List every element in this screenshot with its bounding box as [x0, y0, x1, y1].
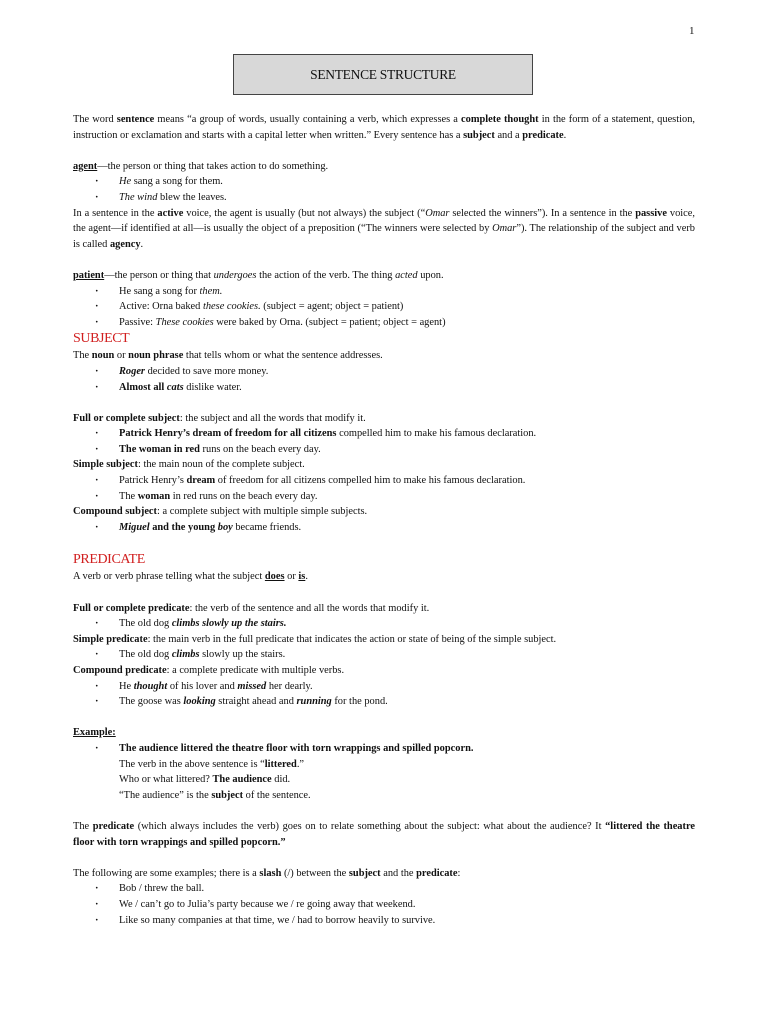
simple-predicate-definition: Simple predicate: the main verb in the full predicate that indicates the action or state of being of the simple subject. [73, 633, 557, 645]
subject-heading: SUBJECT [73, 331, 130, 347]
list-item: · Bob / threw the ball. [73, 881, 695, 897]
list-item: · Like so many companies at that time, we / had to borrow heavily to survive. [73, 913, 695, 929]
simple-subject-definition: Simple subject: the main noun of the complete subject. [73, 459, 305, 471]
full-subject-definition: Full or complete subject: the subject and all the words that modify it. [73, 412, 366, 424]
list-item: · He thought of his lover and missed her dearly. [73, 679, 695, 695]
agent-definition: agent—the person or thing that takes action to do something. [73, 160, 329, 172]
list-item: · The wind blew the leaves. [73, 190, 695, 206]
list-item: · He sang a song for them. [73, 174, 695, 190]
list-item: · Patrick Henry’s dream of freedom for all citizens compelled him to make his famous declaration. [73, 426, 695, 442]
compound-predicate-definition: Compound predicate: a complete predicate with multiple verbs. [73, 665, 345, 676]
predicate-heading: PREDICATE [73, 552, 145, 568]
list-item: · The audience littered the theatre floor with torn wrappings and spilled popcorn. [73, 741, 695, 757]
example-line: “The audience” is the subject of the sentence. [119, 789, 311, 801]
example-line: Who or what littered? The audience did. [119, 774, 291, 786]
list-item: · The old dog climbs slowly up the stairs. [73, 616, 695, 632]
intro-paragraph: The word sentence means “a group of words, usually containing a verb, which expresses a complete thought in the form of a statement, question, instruction or exclamation and starts with a capital letter when written.” Every sentence has a subject and a predicate. [73, 114, 695, 141]
list-item: · The woman in red runs on the beach every day. [73, 489, 695, 505]
example-line: The verb in the above sentence is “littered.” [119, 758, 305, 770]
agent-paragraph: In a sentence in the active voice, the agent is usually (but not always) the subject (“Omar selected the winners”). In a sentence in the passive voice, the agent—if identified at all—is usually the object of a preposition (“The winners were selected by Omar”). The relationship of the subject and verb is called agency. [73, 207, 696, 250]
list-item: · Passive: These cookies were baked by Orna. (subject = patient; object = agent) [73, 315, 695, 331]
list-item: · He sang a song for them. [73, 284, 695, 300]
document-title-box [233, 54, 533, 95]
examples-intro: The following are some examples; there is a slash (/) between the subject and the predicate: [73, 867, 461, 879]
list-item: · We / can’t go to Julia’s party because we / re going away that weekend. [73, 897, 695, 913]
document-body [73, 112, 695, 928]
compound-subject-definition: Compound subject: a complete subject with multiple simple subjects. [73, 506, 368, 518]
full-predicate-definition: Full or complete predicate: the verb of the sentence and all the words that modify it. [73, 602, 430, 614]
patient-definition: patient—the person or thing that undergoes the action of the verb. The thing acted upon. [73, 269, 444, 281]
subject-intro: The noun or noun phrase that tells whom or what the sentence addresses. [73, 350, 383, 362]
list-item: · Almost all cats dislike water. [73, 380, 695, 396]
list-item: · The old dog climbs slowly up the stairs. [73, 647, 695, 663]
closing-paragraph: The predicate (which always includes the verb) goes on to relate something about the subject: what about the audience? It “littered the theatre floor with torn wrappings and spilled popcorn.” [73, 820, 695, 848]
list-item: · Patrick Henry’s dream of freedom for all citizens compelled him to make his famous declaration. [73, 473, 695, 489]
page-number: 1 [689, 25, 695, 37]
list-item: · Miguel and the young boy became friends. [73, 520, 695, 536]
list-item: · Roger decided to save more money. [73, 364, 695, 380]
example-label: Example: [73, 727, 116, 739]
list-item: · The woman in red runs on the beach every day. [73, 442, 695, 458]
list-item: · The goose was looking straight ahead and running for the pond. [73, 694, 695, 710]
document-title: SENTENCE STRUCTURE [310, 66, 456, 82]
list-item: · Active: Orna baked these cookies. (subject = agent; object = patient) [73, 299, 695, 315]
predicate-intro: A verb or verb phrase telling what the subject does or is. [73, 571, 308, 583]
